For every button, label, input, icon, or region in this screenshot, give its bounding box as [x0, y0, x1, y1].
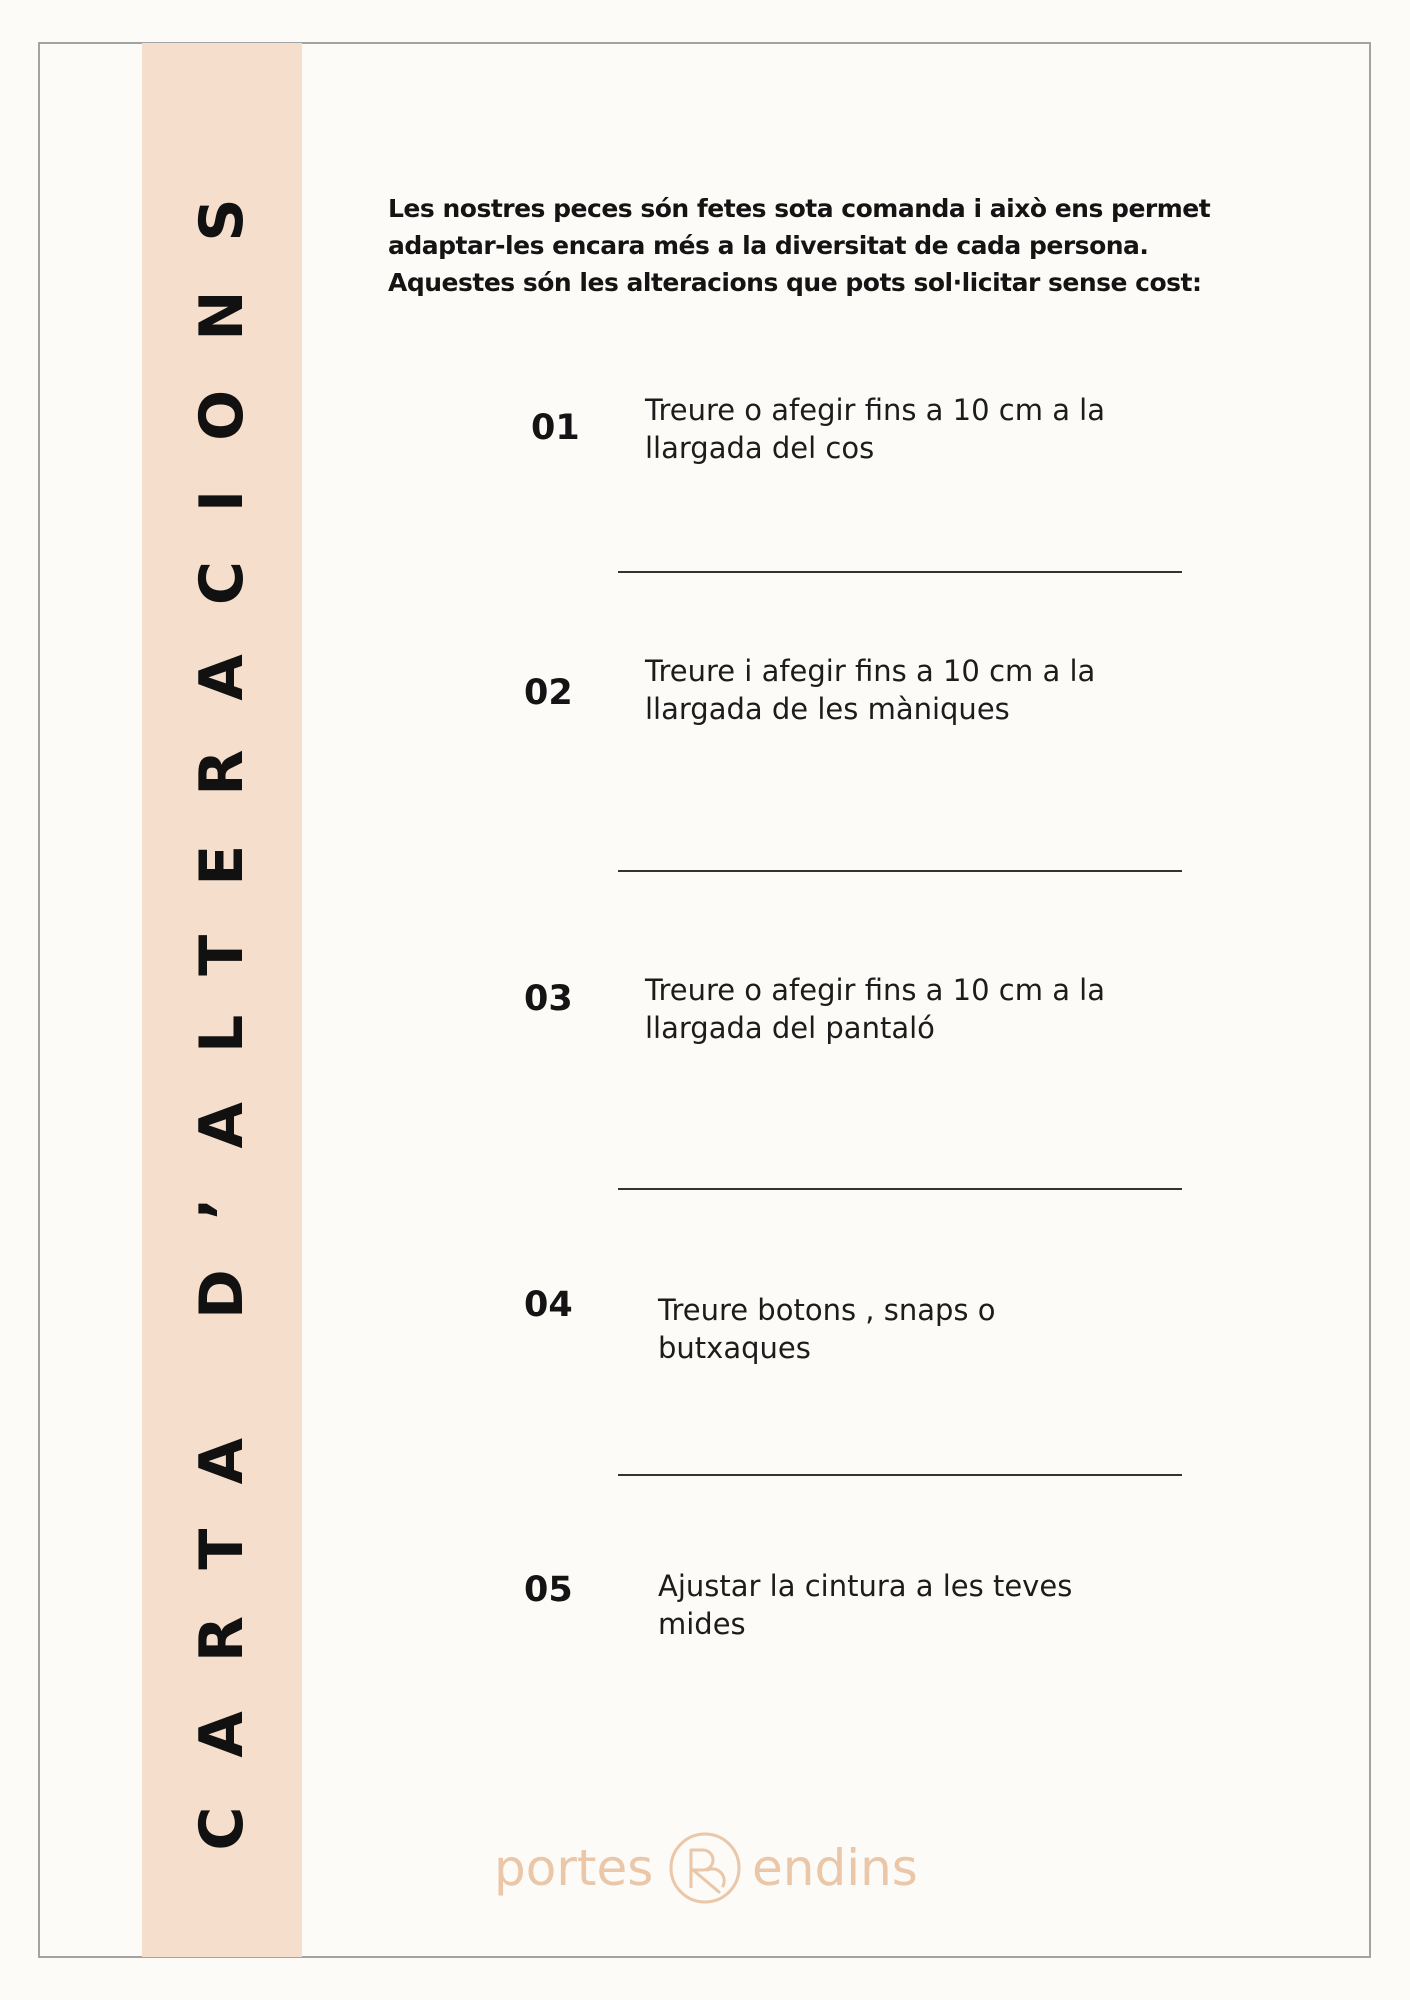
- item-description: [658, 1567, 1178, 1643]
- divider: [618, 870, 1182, 872]
- item-description: [658, 1291, 1178, 1367]
- item-description: [645, 652, 1165, 728]
- item-description-line: Treure o afegir fins a 10 cm a la: [645, 973, 1106, 1007]
- intro-text: [388, 190, 1288, 301]
- item-description-line: Treure botons , snaps o: [658, 1293, 996, 1327]
- portes-endins-logo-mark-icon: [667, 1830, 743, 1906]
- item-description-line: Treure o afegir fins a 10 cm a la: [645, 393, 1106, 427]
- intro-line: Les nostres peces són fetes sota comanda i això ens permet: [388, 194, 1211, 223]
- intro-line: adaptar-les encara més a la diversitat de cada persona.: [388, 231, 1149, 260]
- item-description-line: llargada del cos: [645, 431, 875, 465]
- item-description-line: llargada de les màniques: [645, 692, 1010, 726]
- item-number: 01: [531, 408, 580, 448]
- logo-word-portes: portes: [494, 1839, 654, 1897]
- divider: [618, 1188, 1182, 1190]
- item-description-line: Ajustar la cintura a les teves: [658, 1569, 1073, 1603]
- item-description-line: Treure i afegir fins a 10 cm a la: [645, 654, 1096, 688]
- item-description-line: llargada del pantaló: [645, 1011, 935, 1045]
- divider: [618, 1474, 1182, 1476]
- logo-word-endins: endins: [752, 1839, 918, 1897]
- divider: [618, 571, 1182, 573]
- intro-line: Aquestes són les alteracions que pots sol·licitar sense cost:: [388, 268, 1202, 297]
- item-description: [645, 971, 1165, 1047]
- brand-logo: [490, 1828, 920, 1914]
- item-number: 03: [524, 979, 573, 1019]
- item-description: [645, 391, 1165, 467]
- item-description-line: butxaques: [658, 1331, 811, 1365]
- item-number: 02: [524, 673, 573, 713]
- item-description-line: mides: [658, 1607, 746, 1641]
- item-number: 04: [524, 1285, 573, 1325]
- page-title: CARTA D’ALTERACIONS: [187, 149, 257, 1851]
- item-number: 05: [524, 1570, 573, 1610]
